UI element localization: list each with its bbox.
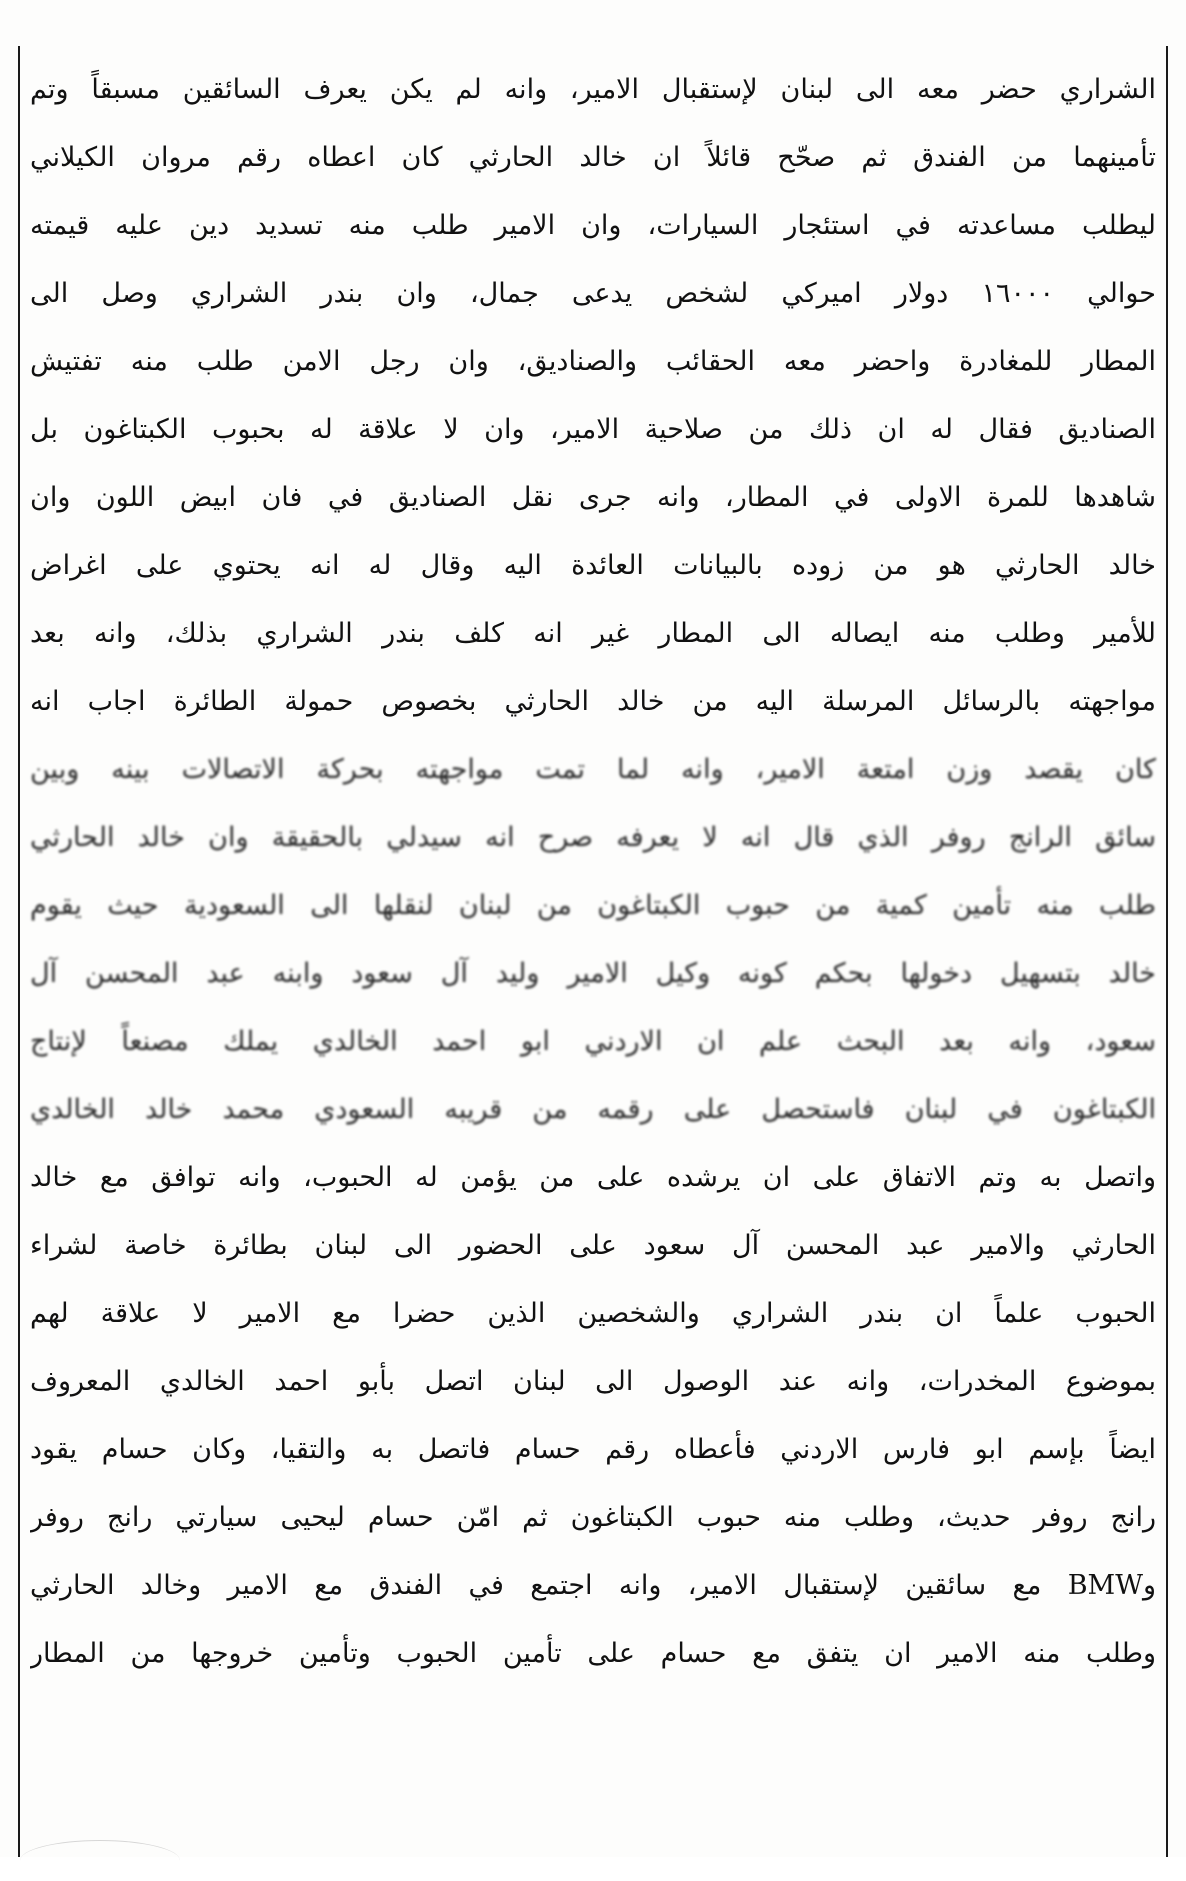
text-line-8: خالد الحارثي هو من زوده بالبيانات العائدة اليه وقال له انه يحتوي على اغراض [30, 550, 1156, 581]
text-line-15: سعود، وانه بعد البحث علم ان الاردني ابو احمد الخالدي يملك مصنعاً لإنتاج [30, 1026, 1156, 1057]
text-line-14: خالد بتسهيل دخولها بحكم كونه وكيل الامير وليد آل سعود وابنه عبد المحسن آل [30, 958, 1156, 989]
text-line-11: كان يقصد وزن امتعة الامير، وانه لما تمت مواجهته بحركة الاتصالات بينه وبين [30, 754, 1156, 785]
text-line-23: وBMW مع سائقين لإستقبال الامير، وانه اجتمع في الفندق مع الامير وخالد الحارثي [30, 1570, 1156, 1601]
document-body [30, 56, 1156, 1688]
text-line-24: وطلب منه الامير ان يتفق مع حسام على تأمين الحبوب وتأمين خروجها من المطار [30, 1638, 1156, 1669]
text-line-10: مواجهته بالرسائل المرسلة اليه من خالد الحارثي بخصوص حمولة الطائرة اجاب انه [30, 686, 1156, 717]
text-line-2: تأمينهما من الفندق ثم صحّح قائلاً ان خالد الحارثي كان اعطاه رقم مروان الكيلاني [30, 142, 1156, 173]
text-line-17: واتصل به وتم الاتفاق على ان يرشده على من يؤمن له الحبوب، وانه توافق مع خالد [30, 1162, 1156, 1193]
text-line-5: المطار للمغادرة واحضر معه الحقائب والصناديق، وان رجل الامن طلب منه تفتيش [30, 346, 1156, 377]
text-line-18: الحارثي والامير عبد المحسن آل سعود على الحضور الى لبنان بطائرة خاصة لشراء [30, 1230, 1156, 1261]
text-line-21: ايضاً بإسم ابو فارس الاردني فأعطاه رقم حسام فاتصل به والتقيا، وكان حسام يقود [30, 1434, 1156, 1465]
text-line-12: سائق الرانج روفر الذي قال انه لا يعرفه صرح انه سيدلي بالحقيقة وان خالد الحارثي [30, 822, 1156, 853]
text-line-1: الشراري حضر معه الى لبنان لإستقبال الامير، وانه لم يكن يعرف السائقين مسبقاً وتم [30, 74, 1156, 105]
text-line-13: طلب منه تأمين كمية من حبوب الكبتاغون من لبنان لنقلها الى السعودية حيث يقوم [30, 890, 1156, 921]
text-line-4: حوالي ١٦٠٠٠ دولار اميركي لشخص يدعى جمال، وان بندر الشراري وصل الى [30, 278, 1156, 309]
text-line-6: الصناديق فقال له ان ذلك من صلاحية الامير، وان لا علاقة له بحبوب الكبتاغون بل [30, 414, 1156, 445]
text-line-22: رانج روفر حديث، وطلب منه حبوب الكبتاغون ثم امّن حسام ليحيى سيارتي رانج روفر [30, 1502, 1156, 1533]
text-line-3: ليطلب مساعدته في استئجار السيارات، وان الامير طلب منه تسديد دين عليه قيمته [30, 210, 1156, 241]
text-line-7: شاهدها للمرة الاولى في المطار، وانه جرى نقل الصناديق في فان ابيض اللون وان [30, 482, 1156, 513]
partial-stamp-mark [20, 1840, 180, 1881]
text-line-19: الحبوب علماً ان بندر الشراري والشخصين الذين حضرا مع الامير لا علاقة لهم [30, 1298, 1156, 1329]
text-line-20: بموضوع المخدرات، وانه عند الوصول الى لبنان اتصل بأبو احمد الخالدي المعروف [30, 1366, 1156, 1397]
text-line-9: للأمير وطلب منه ايصاله الى المطار غير انه كلف بندر الشراري بذلك، وانه بعد [30, 618, 1156, 649]
text-line-16: الكبتاغون في لبنان فاستحصل على رقمه من قريبه السعودي محمد خالد الخالدي [30, 1094, 1156, 1125]
